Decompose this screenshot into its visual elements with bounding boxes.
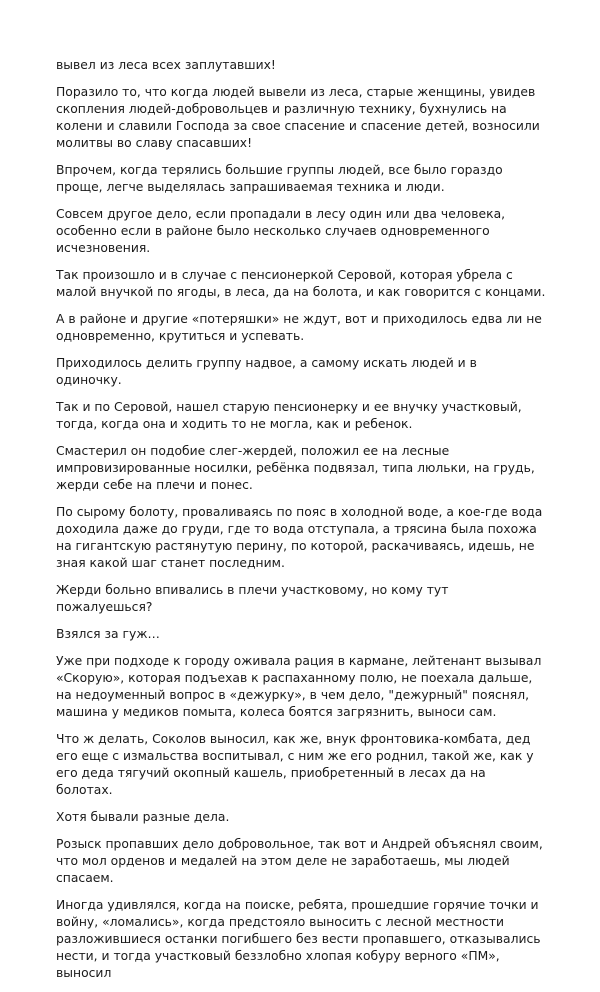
paragraph: Взялся за гуж… — [56, 627, 160, 641]
paragraph: Так и по Серовой, нашел старую пенсионерку и ее внучку участковый, тогда, когда она и ходить то не могла, как и ребенок. — [56, 400, 522, 431]
paragraph: Впрочем, когда терялись большие группы людей, все было гораздо проще, легче выделялась запрашиваемая техника и люди. — [56, 163, 503, 194]
paragraph: Уже при подходе к городу оживала рация в кармане, лейтенант вызывал «Скорую», которая подъехав к распаханному полю, не поехала дальше, на недоуменный вопрос в «дежурку», в чем дело, "дежурный" пояснял, машина у медиков помыта, колеса боятся загрязнить, выноси сам. — [56, 654, 542, 719]
paragraph: Смастерил он подобие слег-жердей, положил ее на лесные импровизированные носилки, ребёнка подвязал, типа люльки, на грудь, жерди себе на плечи и понес. — [56, 444, 535, 492]
paragraph: А в районе и другие «потеряшки» не ждут, вот и приходилось едва ли не одновременно, крутиться и успевать. — [56, 312, 542, 343]
paragraph: Приходилось делить группу надвое, а самому искать людей и в одиночку. — [56, 356, 477, 387]
paragraph: Хотя бывали разные дела. — [56, 810, 230, 824]
paragraph: Жерди больно впивались в плечи участковому, но кому тут пожалуешься? — [56, 583, 449, 614]
paragraph: вывел из леса всех заплутавших! — [56, 58, 276, 72]
paragraph: Совсем другое дело, если пропадали в лесу один или два человека, особенно если в районе было несколько случаев одновременного исчезновения. — [56, 207, 506, 255]
paragraph: Что ж делать, Соколов выносил, как же, внук фронтовика-комбата, дед его еще с измальства воспитывал, с ним же его роднил, такой же, как у его деда тягучий окопный кашель, приобретенный в лесах да на болотах. — [56, 732, 534, 797]
paragraph: По сырому болоту, проваливаясь по пояс в холодной воде, а кое-где вода доходила даже до груди, где то вода отступала, а трясина была похожа на гигантскую растянутую перину, по которой, раскачиваясь, идешь, не зная какой шаг станет последним. — [56, 505, 543, 570]
paragraph: Розыск пропавших дело добровольное, так вот и Андрей объяснял своим, что мол орденов и медалей на этом деле не заработаешь, мы людей спасаем. — [56, 837, 543, 885]
paragraph: Поразило то, что когда людей вывели из леса, старые женщины, увидев скопления людей-добровольцев и различную технику, бухнулись на колени и славили Господа за свое спасение и спасение детей, возносили молитвы во славу спасавших! — [56, 85, 540, 150]
paragraph: Иногда удивлялся, когда на поиске, ребята, прошедшие горячие точки и войну, «ломались», когда предстояло выносить с лесной местности разложившиеся останки погибшего без вести пропавшего, отказывались нести, и тогда участковый беззлобно хлопая кобуру верного «ПМ», выносил — [56, 898, 541, 980]
paragraph: Так произошло и в случае с пенсионеркой Серовой, которая убрела с малой внучкой по ягоды, в леса, да на болота, и как говорится с концами. — [56, 268, 546, 299]
document-page — [56, 57, 546, 992]
